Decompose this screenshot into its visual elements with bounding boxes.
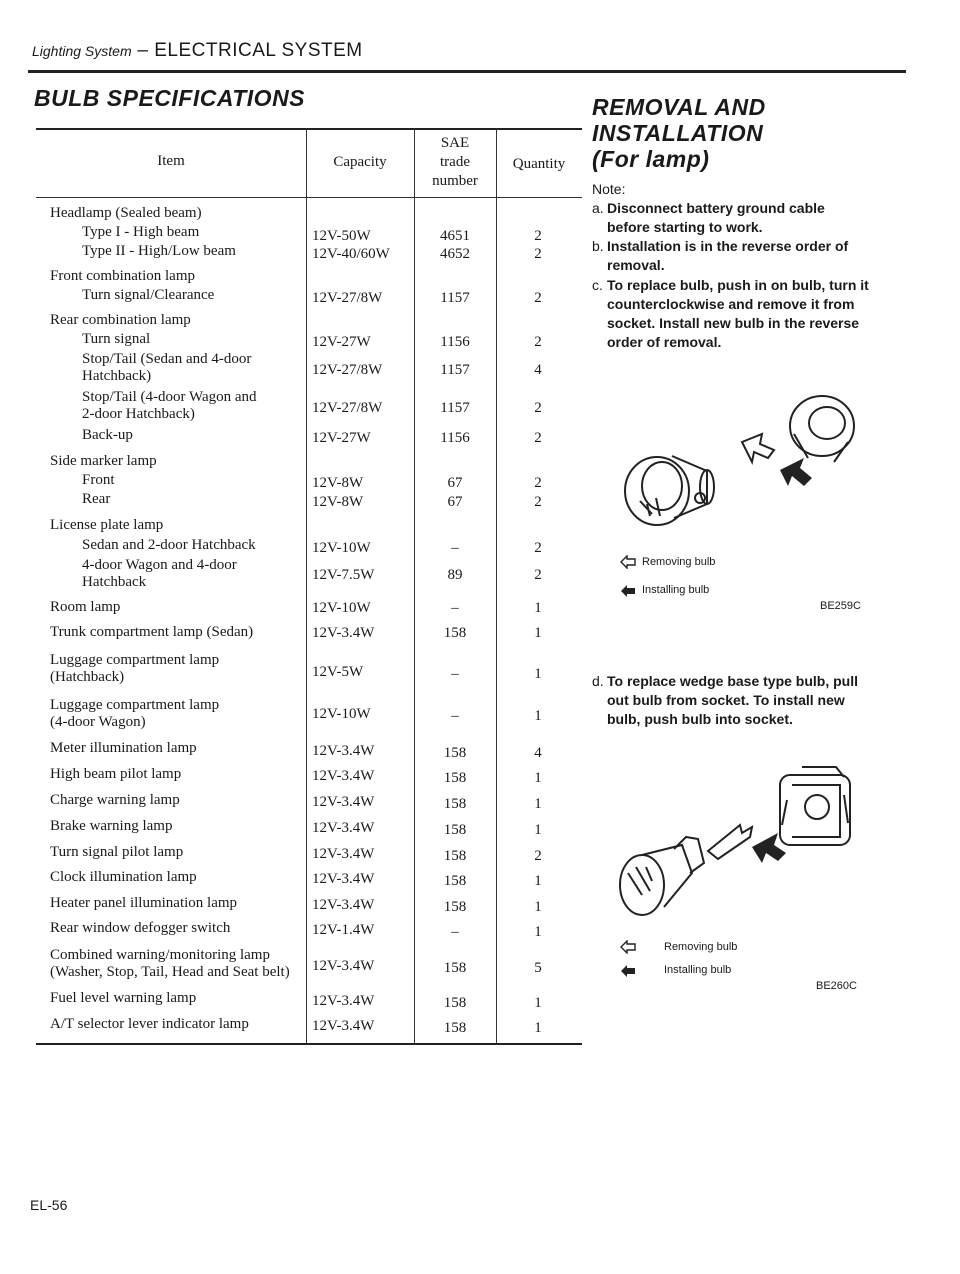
table-group-label: Side marker lamp [50,453,157,469]
installing-arrow-icon [620,584,636,598]
table-cell-capacity: 12V-50W [312,228,371,244]
removal-installation-title [592,94,766,172]
table-cell-item: Type I - High beam [82,224,200,240]
table-cell-capacity: 12V-40/60W [312,246,390,262]
table-cell-item: Turn signal [82,331,151,347]
header-separator: – [131,40,155,61]
table-cell-capacity: 12V-3.4W [312,794,375,810]
table-cell-capacity: 12V-3.4W [312,1018,375,1034]
table-cell-quantity: 2 [534,494,542,510]
table-cell-quantity: 2 [534,475,542,491]
note-marker: a. [592,200,604,216]
table-cell-item [50,697,219,731]
header-rule [28,70,906,73]
item-line: Luggage compartment lamp [50,697,220,713]
table-group-label: Rear combination lamp [50,312,191,328]
table-cell-sae: 158 [443,770,467,786]
table-cell-quantity: 1 [534,873,542,889]
table-cell-capacity: 12V-3.4W [312,993,375,1009]
table-cell-item: Room lamp [50,599,121,615]
table-cell-item: Rear window defogger switch [50,920,231,936]
table-top-rule [36,128,582,130]
table-cell-item: Trunk compartment lamp (Sedan) [50,624,254,640]
item-line: (Hatchback) [50,669,125,685]
table-cell-item: Rear [82,491,111,507]
table-cell-sae: 89 [447,567,463,583]
table-cell-quantity: 1 [534,924,542,940]
table-cell-capacity: 12V-5W [312,664,364,680]
note-text: Disconnect battery ground cable before starting to work. [607,200,825,235]
table-cell-item: Meter illumination lamp [50,740,197,756]
table-cell-sae: 158 [443,960,467,976]
table-cell-sae: 158 [443,1020,467,1036]
table-cell-quantity: 5 [534,960,542,976]
note-item [592,199,872,239]
table-cell-quantity: 1 [534,899,542,915]
item-line: Combined warning/monitoring lamp [50,947,270,963]
table-cell-capacity: 12V-27W [312,430,371,446]
table-cell-item [82,557,237,591]
table-cell-quantity: 1 [534,796,542,812]
note-marker: b. [592,238,604,254]
note-text: To replace bulb, push in on bulb, turn it counterclockwise and remove it from socket. Install new bulb in the reverse order of removal. [607,277,869,350]
table-cell-sae: 158 [443,899,467,915]
legend-removing: Removing bulb [642,556,716,568]
figure-code: BE260C [816,980,857,992]
item-line: 2-door Hatchback) [82,406,195,422]
table-cell-capacity: 12V-27/8W [312,362,383,378]
table-cell-quantity: 1 [534,625,542,641]
table-cell-sae: – [451,540,459,556]
table-cell-capacity: 12V-3.4W [312,897,375,913]
table-cell-sae: 67 [447,475,463,491]
bulb-specifications-title: BULB SPECIFICATIONS [34,85,306,111]
table-cell-item: Fuel level warning lamp [50,990,197,1006]
sae-header-line: SAE [440,135,470,151]
title-line: INSTALLATION [592,120,764,146]
table-cell-item: Heater panel illumination lamp [50,895,238,911]
table-cell-sae: 158 [443,625,467,641]
table-cell-sae: 158 [443,822,467,838]
table-cell-quantity: 4 [534,362,542,378]
note-item [592,237,872,277]
table-cell-item [50,652,219,686]
table-cell-sae: 158 [443,873,467,889]
note-text: Installation is in the reverse order of removal. [607,238,849,273]
table-cell-quantity: 2 [534,228,542,244]
table-cell-item: Sedan and 2-door Hatchback [82,537,256,553]
item-line: (Washer, Stop, Tail, Head and Seat belt) [50,964,290,980]
table-cell-capacity: 12V-3.4W [312,743,375,759]
table-cell-capacity: 12V-10W [312,706,371,722]
table-cell-sae: 158 [443,745,467,761]
table-cell-sae: – [451,666,459,682]
installing-arrow-icon [620,964,636,978]
table-cell-quantity: 1 [534,708,542,724]
table-cell-item: High beam pilot lamp [50,766,182,782]
table-cell-sae: 4651 [440,228,470,244]
table-cell-quantity: 2 [534,246,542,262]
table-cell-capacity: 12V-3.4W [312,625,375,641]
table-cell-capacity: 12V-3.4W [312,846,375,862]
column-divider [306,128,307,1043]
item-line: (4-door Wagon) [50,714,146,730]
bulb-removal-figure [612,386,882,546]
table-cell-sae: 1157 [440,290,470,306]
wedge-bulb-figure [612,755,872,920]
table-cell-sae: 1157 [440,362,470,378]
table-cell-quantity: 1 [534,1020,542,1036]
item-line: Hatchback) [82,368,152,384]
note-item [592,672,872,752]
sae-header-line: number [432,173,478,189]
page-number: EL-56 [30,1197,68,1213]
table-group-label: Front combination lamp [50,268,195,284]
table-cell-item: Turn signal pilot lamp [50,844,184,860]
table-cell-quantity: 2 [534,848,542,864]
table-cell-capacity: 12V-27/8W [312,290,383,306]
table-cell-item: Type II - High/Low beam [82,243,236,259]
table-cell-quantity: 2 [534,567,542,583]
section-name: Lighting System [32,43,132,59]
column-header-item: Item [157,153,185,169]
item-line: 4-door Wagon and 4-door [82,557,237,573]
column-header-sae [414,134,496,191]
table-cell-quantity: 1 [534,995,542,1011]
table-cell-quantity: 1 [534,770,542,786]
removing-arrow-icon [620,940,636,954]
table-cell-capacity: 12V-8W [312,475,364,491]
table-cell-sae: 158 [443,848,467,864]
note-label: Note: [592,181,626,197]
table-cell-sae: 67 [447,494,463,510]
table-cell-sae: 4652 [440,246,470,262]
note-marker: d. [592,673,604,689]
chapter-title: ELECTRICAL SYSTEM [154,40,363,61]
table-group-label: Headlamp (Sealed beam) [50,205,202,221]
note-item [592,276,872,376]
legend-installing: Installing bulb [664,964,732,976]
title-line: REMOVAL AND [592,94,766,120]
table-cell-capacity: 12V-3.4W [312,871,375,887]
table-cell-item: Charge warning lamp [50,792,180,808]
table-header-rule [36,197,582,198]
note-text: To replace wedge base type bulb, pull out bulb from socket. To install new bulb, push bulb into socket. [607,673,859,727]
table-cell-sae: – [451,600,459,616]
item-line: Hatchback [82,574,147,590]
table-cell-capacity: 12V-10W [312,600,371,616]
table-cell-capacity: 12V-3.4W [312,768,375,784]
table-cell-item [82,389,257,423]
table-cell-quantity: 1 [534,666,542,682]
sae-header-line: trade [440,154,470,170]
table-cell-item: Front [82,472,115,488]
table-group-label: License plate lamp [50,517,164,533]
table-cell-capacity: 12V-1.4W [312,922,375,938]
table-cell-sae: 1157 [440,400,470,416]
table-cell-sae: 158 [443,796,467,812]
table-cell-item: Clock illumination lamp [50,869,197,885]
column-header-quantity: Quantity [512,156,566,172]
table-cell-capacity: 12V-8W [312,494,364,510]
table-cell-sae: – [451,708,459,724]
table-cell-item: A/T selector lever indicator lamp [50,1016,249,1032]
table-bottom-rule [36,1043,582,1045]
table-cell-sae: 1156 [440,430,470,446]
removing-arrow-icon [620,555,636,569]
column-divider [414,128,415,1043]
legend-removing: Removing bulb [664,941,738,953]
table-cell-item: Brake warning lamp [50,818,173,834]
table-cell-capacity: 12V-10W [312,540,371,556]
table-cell-item: Turn signal/Clearance [82,287,215,303]
title-line: (For lamp) [592,146,710,172]
item-line: Stop/Tail (4-door Wagon and [82,389,257,405]
table-cell-capacity: 12V-27/8W [312,400,383,416]
table-cell-quantity: 2 [534,334,542,350]
table-cell-sae: 1156 [440,334,470,350]
table-cell-quantity: 2 [534,430,542,446]
item-line: Luggage compartment lamp [50,652,220,668]
note-marker: c. [592,277,603,293]
legend-installing: Installing bulb [642,584,710,596]
column-header-capacity: Capacity [333,154,387,170]
item-line: Stop/Tail (Sedan and 4-door [82,351,252,367]
table-cell-capacity: 12V-3.4W [312,958,375,974]
table-cell-item: Back-up [82,427,133,443]
table-cell-quantity: 1 [534,822,542,838]
figure-code: BE259C [820,600,861,612]
table-cell-quantity: 1 [534,600,542,616]
table-cell-capacity: 12V-7.5W [312,567,375,583]
running-header [32,40,363,62]
table-cell-item [82,351,251,385]
table-cell-quantity: 2 [534,540,542,556]
table-cell-quantity: 4 [534,745,542,761]
table-cell-sae: – [451,924,459,940]
table-cell-quantity: 2 [534,400,542,416]
table-cell-capacity: 12V-3.4W [312,820,375,836]
table-cell-sae: 158 [443,995,467,1011]
table-cell-capacity: 12V-27W [312,334,371,350]
table-cell-quantity: 2 [534,290,542,306]
table-cell-item [50,947,290,981]
